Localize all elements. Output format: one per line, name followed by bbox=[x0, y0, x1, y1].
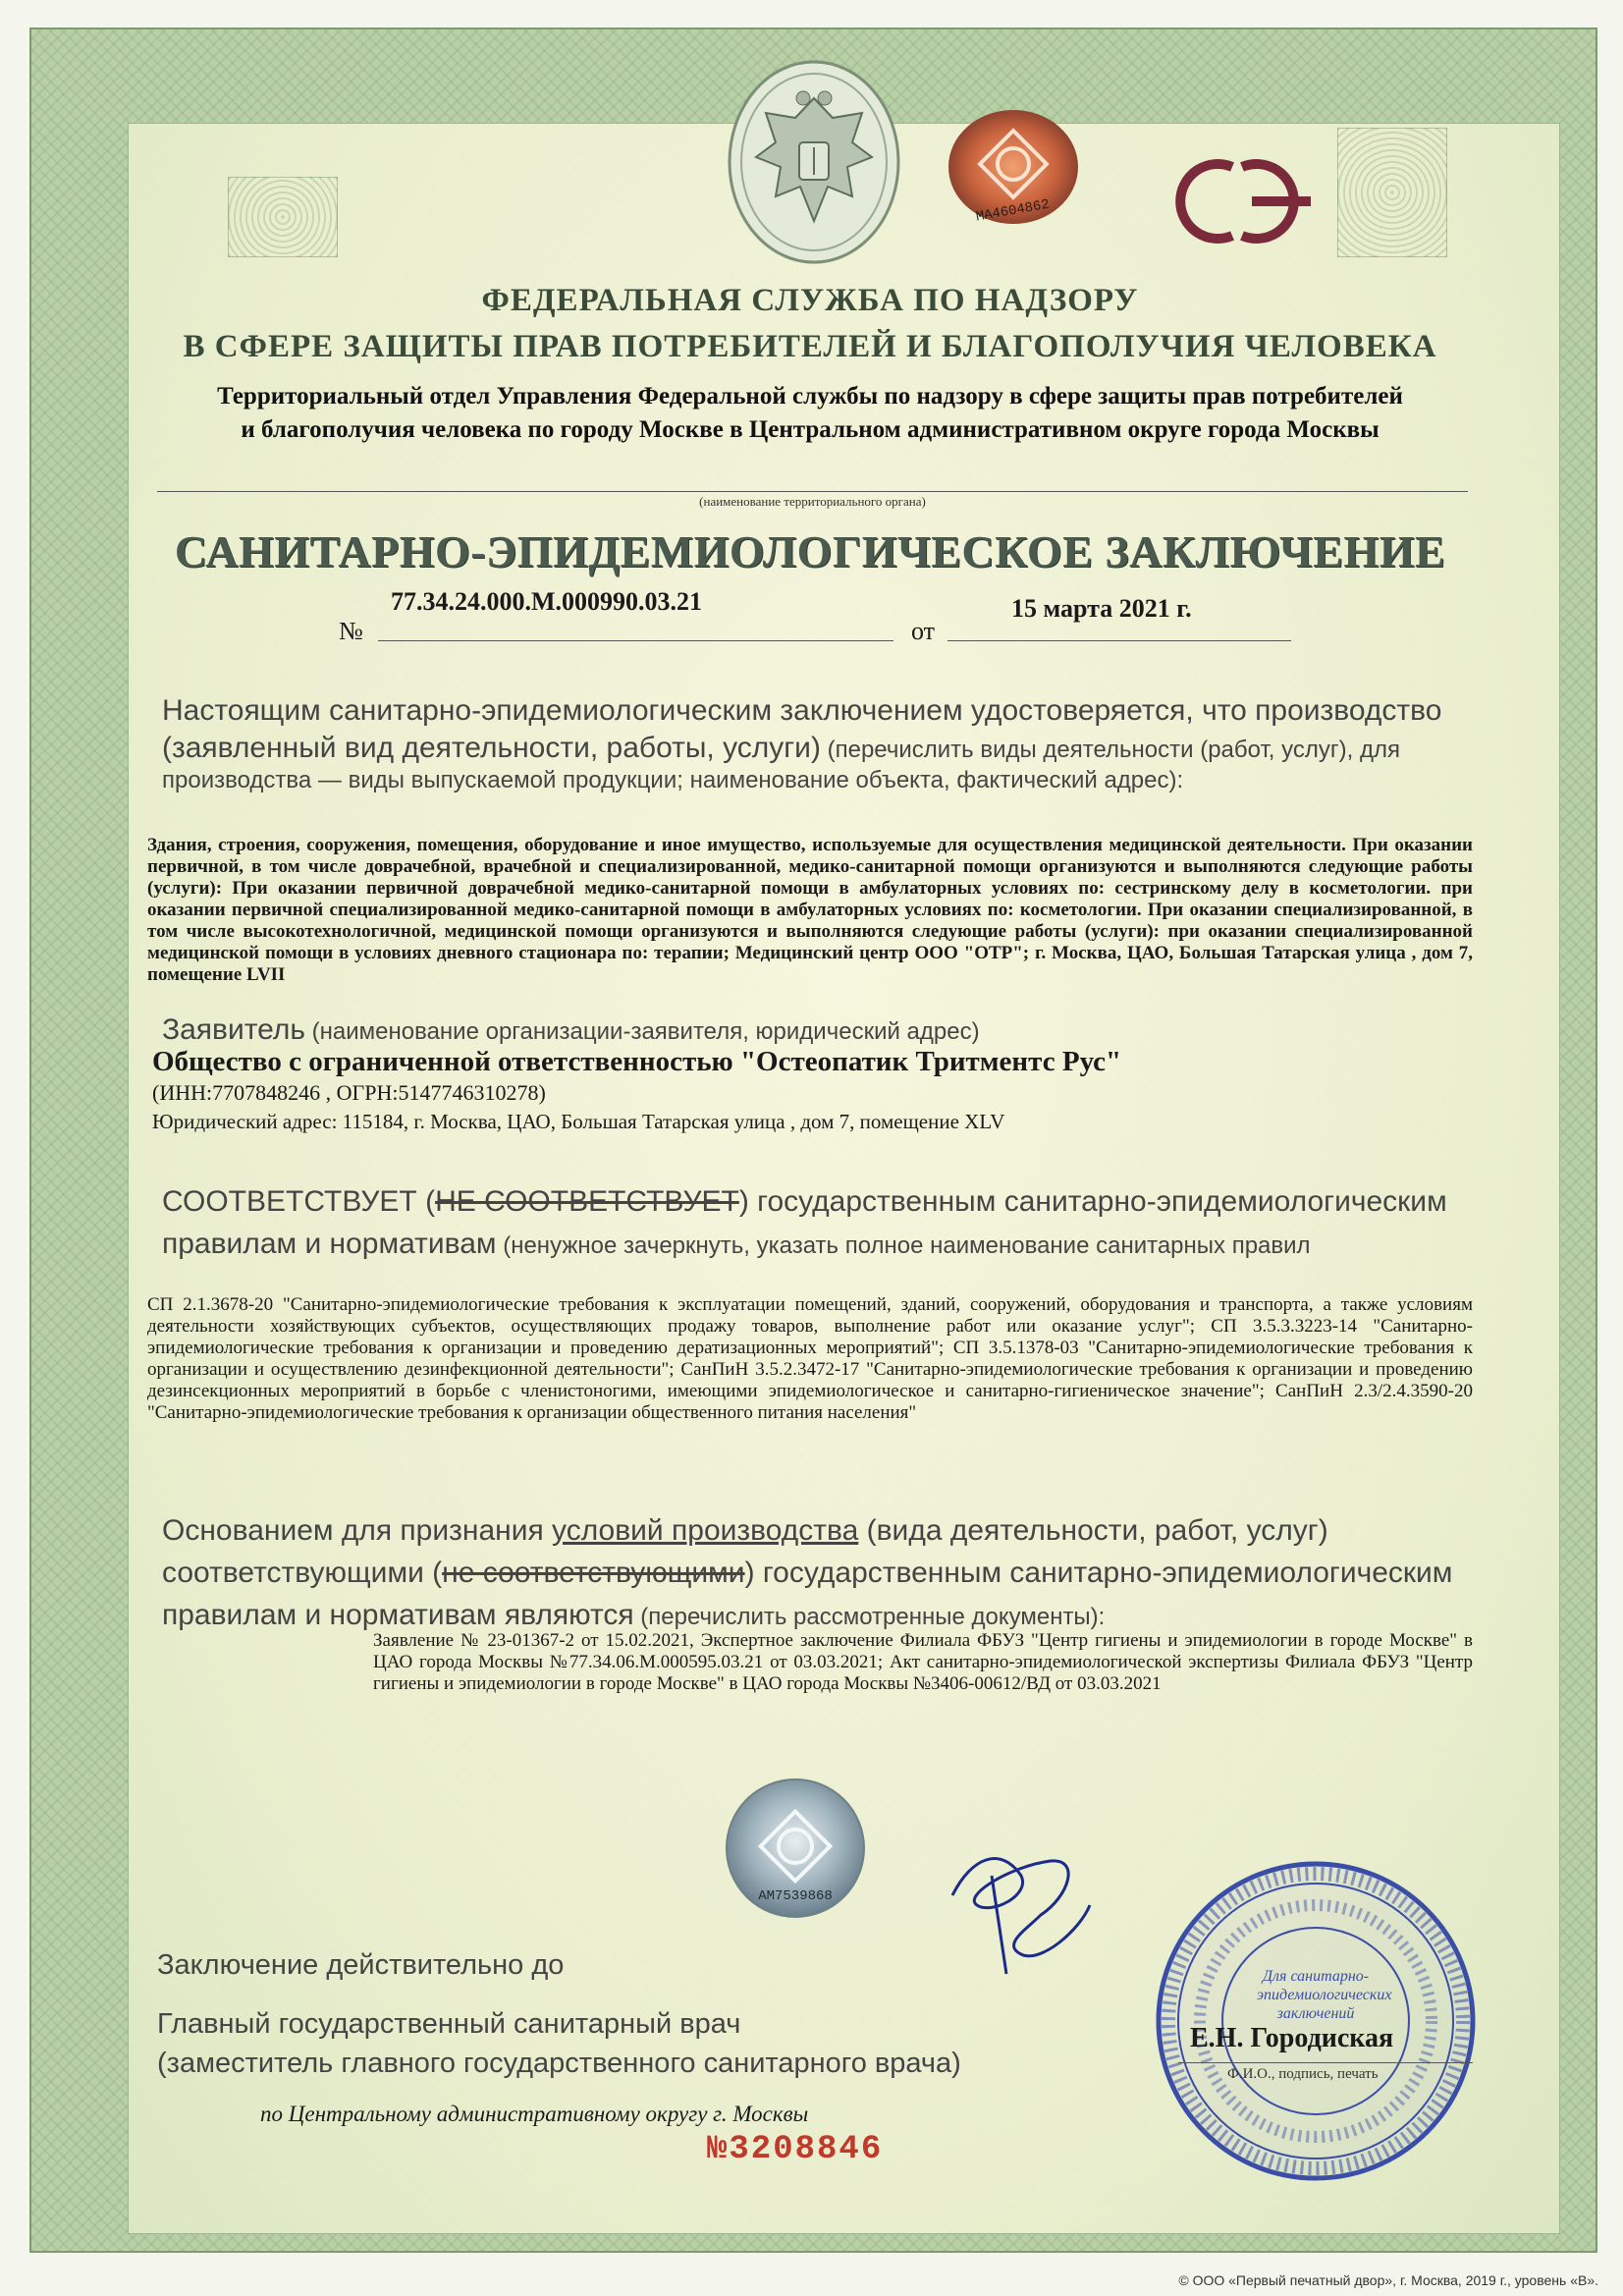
conclusion-number: 77.34.24.000.М.000990.03.21 bbox=[391, 587, 703, 616]
conclusion-date: 15 марта 2021 г. bbox=[1011, 594, 1192, 623]
department-line2: и благополучия человека по городу Москве в Центральном административном округе города Москвы bbox=[241, 416, 1380, 443]
guilloche-pattern-left bbox=[228, 177, 338, 257]
signature-caption: Ф.И.О., подпись, печать bbox=[1227, 2066, 1379, 2082]
applicant-address: Юридический адрес: 115184, г. Москва, ЦАО, Большая Татарская улица , дом 7, помещение XLV bbox=[152, 1110, 1005, 1133]
applicant-name: Общество с ограниченной ответственностью "Остеопатик Тритментс Рус" bbox=[152, 1046, 1122, 1077]
conformity-note: (ненужное зачеркнуть, указать полное наименование санитарных правил bbox=[496, 1232, 1311, 1259]
sanitary-rules-list: СП 2.1.3678-20 "Санитарно-эпидемиологические требования к эксплуатации помещений, зданий, сооружений, оборудования и транспорта, а также условиям деятельности хозяйствующих субъектов, осуществляющих продажу товаров, выполнение работ или оказание услуг"; СП 3.5.3.3223-14 "Санитарно-эпидемиологические требования к организации и проведению дератизационных мероприятий"; СП 3.5.1378-03 "Санитарно-эпидемиологические требования к организации и осуществлению дезинфекционной деятельности"; СанПиН 3.5.2.3472-17 "Санитарно-эпидемиологические требования к организации и проведению дезинсекционных мероприятий в борьбе с членистоногими, имеющими эпидемиологическое и санитарно-гигиеническое значение"; СанПиН 2.3/2.4.3590-20 "Санитарно-эпидемиологические требования к организации общественного питания населения" bbox=[147, 1294, 1473, 1423]
hologram-seal-top-icon bbox=[945, 106, 1082, 234]
se-conformity-mark-icon bbox=[1154, 152, 1321, 250]
not-conforms-label: НЕ СООТВЕТСТВУЕТ bbox=[435, 1185, 739, 1218]
date-underline bbox=[947, 640, 1291, 641]
activity-description: Здания, строения, сооружения, помещения, оборудование и иное имущество, используемые для осуществления медицинской деятельности. При оказании первичной, в том числе доврачебной, врачебной и специализированной, медико-санитарной помощи организуются и выполняются следующие работы (услуги): При оказании первичной доврачебной медико-санитарной помощи в амбулаторных условиях по: сестринскому делу в косметологии. при оказании первичной специализированной медико-санитарной помощи в амбулаторных условиях по: косметологии. При оказании специализированной, в том числе высокотехнологичной, медицинской помощи организуются и выполняются следующие работы (услуги): при оказании специализированной медицинской помощи в условиях дневного стационара по: терапии; Медицинский центр ООО "ОТР"; г. Москва, ЦАО, Большая Татарская улица , дом 7, помещение LVII bbox=[147, 835, 1473, 985]
grounds-text-d: не соответствующими bbox=[442, 1557, 745, 1589]
activity-intro-text: Настоящим санитарно-эпидемиологическим заключением удостоверяется, что производство (заявленный вид деятельности, работы, услуги) bbox=[162, 694, 1442, 764]
grounds-text-b: условий производства bbox=[552, 1514, 859, 1547]
official-round-stamp-icon bbox=[1149, 1854, 1483, 2188]
conformity-text: государственным санитарно-эпидемиологическим правилам и нормативам bbox=[162, 1185, 1447, 1260]
applicant-label-note: (наименование организации-заявителя, юридический адрес) bbox=[304, 1018, 980, 1045]
grounds-text-e: ) государственным санитарно-эпидемиологическим правилам и нормативам являются bbox=[162, 1557, 1453, 1631]
department-line1: Территориальный отдел Управления Федеральной службы по надзору в сфере защиты прав потребителей bbox=[217, 383, 1403, 410]
applicant-heading bbox=[162, 1011, 1468, 1049]
section-grounds bbox=[162, 1512, 1468, 1639]
handwritten-signature-icon bbox=[933, 1836, 1109, 1984]
grounds-documents: Заявление № 23-01367-2 от 15.02.2021, Экспертное заключение Филиала ФБУЗ "Центр гигиены и эпидемиологии в городе Москве" в ЦАО города Москвы №77.34.06.М.000595.03.21 от 03.03.2021; Акт санитарно-эпидемиологической экспертизы Филиала ФБУЗ "Центр гигиены и эпидемиологии в городе Москве" в ЦАО города Москвы №3406-00612/ВД от 03.03.2021 bbox=[373, 1630, 1473, 1694]
section-conformity: СООТВЕТСТВУЕТ (НЕ СООТВЕТСТВУЕТ) государственным санитарно-эпидемиологическим правилам и нормативам (ненужное зачеркнуть, указать полное наименование санитарных правил bbox=[162, 1185, 1447, 1260]
document-title: САНИТАРНО-ЭПИДЕМИОЛОГИЧЕСКОЕ ЗАКЛЮЧЕНИЕ bbox=[174, 526, 1446, 576]
district-line: по Центральному административному округу г. Москвы bbox=[260, 2102, 809, 2126]
hologram-top-code: МА4604862 bbox=[974, 196, 1052, 226]
hologram-seal-bottom-icon bbox=[722, 1777, 869, 1925]
signer-name: Е.Н. Городиская bbox=[1190, 2023, 1394, 2053]
number-label: № bbox=[339, 617, 363, 645]
valid-until-label: Заключение действительно до bbox=[157, 1949, 565, 1981]
applicant-label: Заявитель bbox=[162, 1013, 305, 1046]
chief-doctor-line2: (заместитель главного государственного санитарного врача) bbox=[157, 2048, 961, 2079]
grounds-text-a: Основанием для признания bbox=[162, 1514, 553, 1547]
number-underline bbox=[378, 640, 893, 641]
department-caption: (наименование территориального органа) bbox=[699, 494, 926, 509]
grounds-text-c: (вида деятельности, работ, услуг) соответствующими ( bbox=[162, 1514, 1328, 1589]
form-serial-number: №3208846 bbox=[707, 2131, 884, 2168]
department-underline bbox=[157, 491, 1468, 492]
date-label: от bbox=[911, 617, 936, 645]
chief-doctor-line1: Главный государственный санитарный врач bbox=[157, 2008, 741, 2040]
agency-title-line2: В СФЕРЕ ЗАЩИТЫ ПРАВ ПОТРЕБИТЕЛЕЙ И БЛАГОПОЛУЧИЯ ЧЕЛОВЕКА bbox=[183, 329, 1437, 364]
hologram-bottom-code: АМ7539868 bbox=[758, 1888, 833, 1904]
activity-intro-note: (перечислить виды деятельности (работ, услуг), для производства — виды выпускаемой продукции; наименование объекта, фактический адрес): bbox=[162, 737, 1400, 793]
eagle-emblem-icon bbox=[727, 59, 901, 265]
conforms-label: СООТВЕТСТВУЕТ bbox=[162, 1185, 417, 1218]
agency-title-line1: ФЕДЕРАЛЬНАЯ СЛУЖБА ПО НАДЗОРУ bbox=[481, 283, 1139, 318]
signer-underline bbox=[1178, 2062, 1473, 2063]
guilloche-pattern-right bbox=[1337, 128, 1447, 257]
section-activity-intro bbox=[162, 692, 1468, 794]
stamp-center-text: Для санитарно-эпидемиологических заключений bbox=[1257, 1968, 1392, 2022]
printer-footer: © ООО «Первый печатный двор», г. Москва, 2019 г., уровень «В». bbox=[1178, 2272, 1598, 2288]
applicant-ids: (ИНН:7707848246 , ОГРН:5147746310278) bbox=[152, 1080, 546, 1105]
grounds-note: (перечислить рассмотренные документы): bbox=[633, 1604, 1106, 1630]
